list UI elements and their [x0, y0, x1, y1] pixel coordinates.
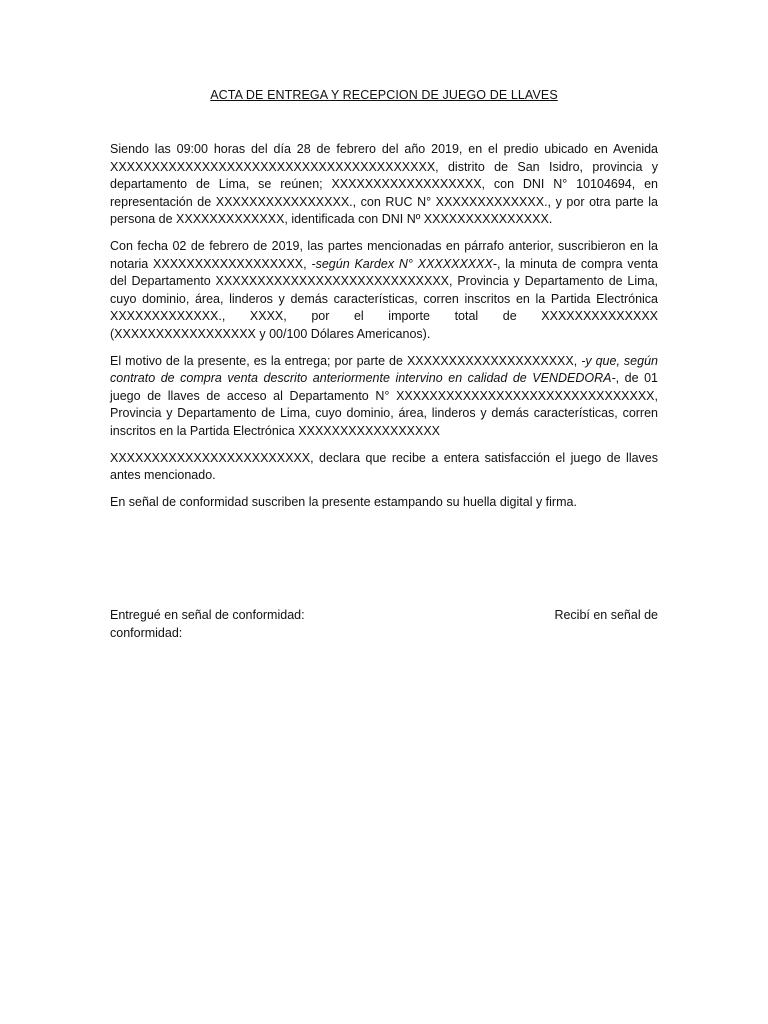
paragraph-meeting: Siendo las 09:00 horas del día 28 de febrero del año 2019, en el predio ubicado en Avenida XXXXXXXXXXXXXXXXXXXXXXXXXXXXXXXXXXXXXXX, distrito de San Isidro, provincia y departamento de Lima, se reúnen; XXXXXXXXXXXXXXXXXX, con DNI N° 10104694, en representación de XXXXXXXXXXXXXXXX., con RUC N° XXXXXXXXXXXXX., y por otra parte la persona de XXXXXXXXXXXXX, identificada con DNI Nº XXXXXXXXXXXXXXX. [110, 142, 658, 227]
signature-section [110, 607, 658, 642]
paragraph-contract [110, 238, 658, 344]
paragraph-delivery-seller-note: -y que, según contrato de compra venta descrito anteriormente intervino en calidad de VENDEDORA- [110, 353, 658, 386]
signature-received-label: Recibí en señal de [554, 608, 658, 622]
document-body [110, 141, 658, 520]
paragraph-contract-kardex: -según Kardex N° XXXXXXXXX- [311, 256, 497, 271]
paragraph-contract-text-1: Con fecha 02 de febrero de 2019, las partes mencionadas en párrafo anterior, suscribieron en la notaria XXXXXXXXXXXXXXXXXX, [110, 238, 658, 271]
document-title: ACTA DE ENTREGA Y RECEPCION DE JUEGO DE LLAVES [210, 88, 558, 102]
paragraph-delivery-text-2: , de 01 juego de llaves de acceso al Departamento N° XXXXXXXXXXXXXXXXXXXXXXXXXXXXXXX, Provincia y Departamento de Lima, cuyo dominio, área, linderos y demás características, corren inscritos en la Partida Electrónica XXXXXXXXXXXXXXXXX [110, 371, 658, 438]
paragraph-delivery [110, 353, 658, 441]
signature-received-continuation: conformidad: [110, 625, 183, 640]
signature-delivered-label: Entregué en señal de conformidad: [110, 608, 305, 622]
paragraph-conformity: En señal de conformidad suscriben la presente estampando su huella digital y firma. [110, 494, 577, 509]
paragraph-contract-text-2: , la minuta de compra venta del Departamento XXXXXXXXXXXXXXXXXXXXXXXXXXXX, Provincia y Departamento de Lima, cuyo dominio, área, linderos y demás características, corren inscritos en la Partida Electrónica XXXXXXXXXXXXX., XXXX, por el importe total de XXXXXXXXXXXXXX (XXXXXXXXXXXXXXXXX y 00/100 Dólares Americanos). [110, 256, 658, 341]
paragraph-receipt: XXXXXXXXXXXXXXXXXXXXXXXX, declara que recibe a entera satisfacción el juego de llaves antes mencionado. [110, 450, 658, 483]
paragraph-delivery-text-1: El motivo de la presente, es la entrega; por parte de XXXXXXXXXXXXXXXXXXXX, [110, 353, 582, 368]
